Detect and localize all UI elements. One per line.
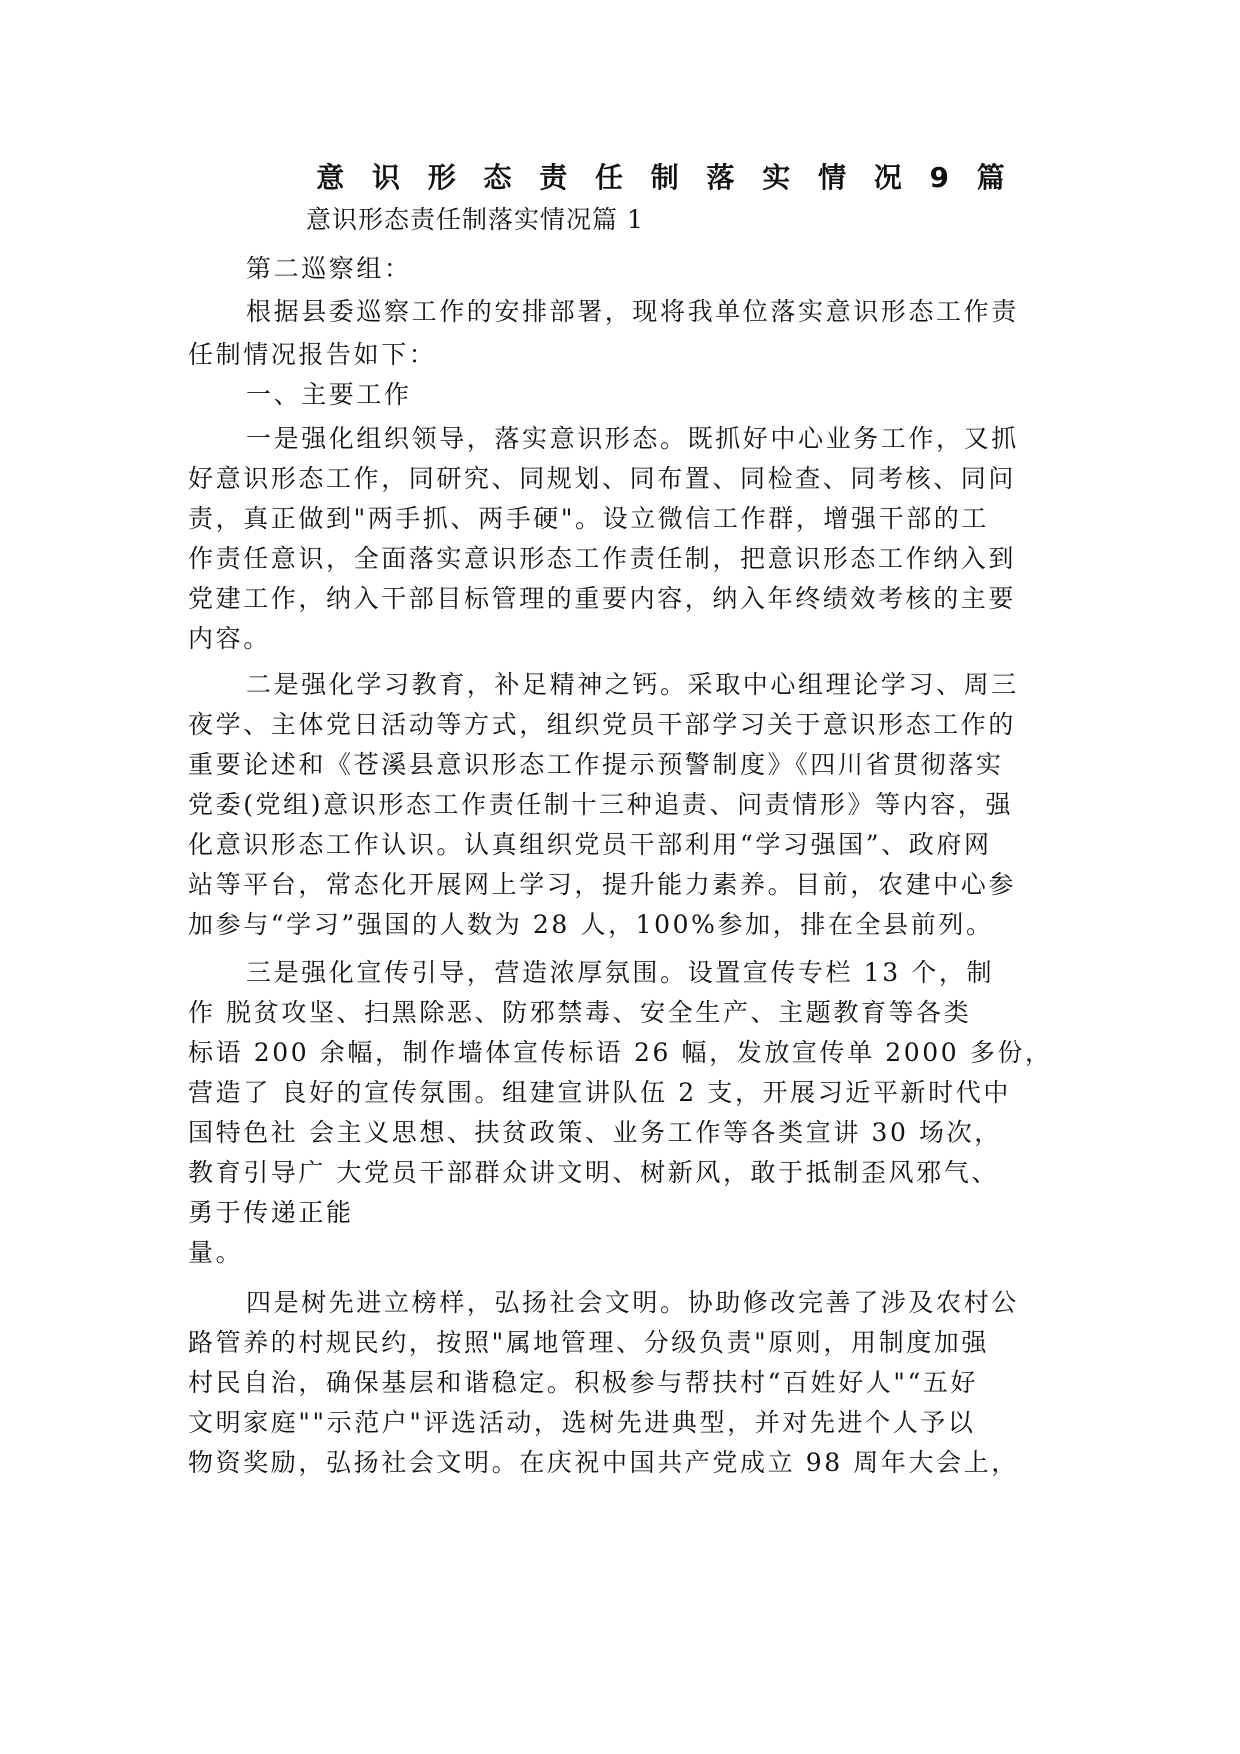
paragraph-line: 站等平台，常态化开展网上学习，提升能力素养。目前，农建中心参 [188, 870, 1017, 899]
paragraph-line: 内容。 [188, 624, 271, 653]
paragraph-line: 一是强化组织领导，落实意识形态。既抓好中心业务工作，又抓 [246, 424, 1019, 453]
paragraph-line: 三是强化宣传引导，营造浓厚氛围。设置宣传专栏 13 个，制 [246, 958, 995, 987]
paragraph-line: 党建工作，纳入干部目标管理的重要内容，纳入年终绩效考核的主要 [188, 584, 1017, 613]
paragraph-line: 好意识形态工作，同研究、同规划、同布置、同检查、同考核、同问 [188, 464, 1017, 493]
paragraph-line: 加参与“学习”强国的人数为 28 人，100%参加，排在全县前列。 [188, 910, 994, 939]
section-heading: 一、主要工作 [246, 380, 412, 409]
paragraph-line: 物资奖励，弘扬社会文明。在庆祝中国共产党成立 98 周年大会上， [188, 1448, 1019, 1477]
paragraph-line: 夜学、主体党日活动等方式，组织党员干部学习关于意识形态工作的 [188, 710, 1017, 739]
addressee-line: 第二巡察组： [246, 254, 412, 283]
paragraph-line: 四是树先进立榜样，弘扬社会文明。协助修改完善了涉及农村公 [246, 1288, 1019, 1317]
paragraph-line: 营造了 良好的宣传氛围。组建宣讲队伍 2 支，开展习近平新时代中 [188, 1078, 1011, 1107]
paragraph-line: 教育引导广 大党员干部群众讲文明、树新风，敢于抵制歪风邪气、 [188, 1158, 999, 1187]
paragraph-line: 重要论述和《苍溪县意识形态工作提示预警制度》《四川省贯彻落实 [188, 750, 1004, 779]
paragraph-line: 村民自治，确保基层和谐稳定。积极参与帮扶村“百姓好人"“五好 [188, 1368, 979, 1397]
paragraph-line: 任制情况报告如下： [188, 340, 437, 369]
document-title: 意 识 形 态 责 任 制 落 实 情 况 9 篇 [316, 161, 1014, 194]
document-subtitle: 意识形态责任制落实情况篇 1 [306, 205, 644, 234]
paragraph-line: 作 脱贫攻坚、扫黑除恶、防邪禁毒、安全生产、主题教育等各类 [188, 998, 972, 1027]
paragraph-line: 二是强化学习教育，补足精神之钙。采取中心组理论学习、周三 [246, 670, 1019, 699]
paragraph-line: 党委(党组)意识形态工作责任制十三种追责、问责情形》等内容，强 [188, 790, 1014, 819]
paragraph-line: 根据县委巡察工作的安排部署，现将我单位落实意识形态工作责 [246, 297, 1019, 326]
paragraph-line: 勇于传递正能 [188, 1198, 354, 1227]
paragraph-line: 国特色社 会主义思想、扶贫政策、业务工作等各类宣讲 30 场次， [188, 1118, 1002, 1147]
paragraph-line: 标语 200 余幅，制作墙体宣传标语 26 幅，发放宣传单 2000 多份， [188, 1038, 1053, 1067]
paragraph-line: 化意识形态工作认识。认真组织党员干部利用“学习强国”、政府网 [188, 830, 992, 859]
paragraph-line: 路管养的村规民约，按照"属地管理、分级负责"原则，用制度加强 [188, 1328, 990, 1357]
paragraph-line: 作责任意识，全面落实意识形态工作责任制，把意识形态工作纳入到 [188, 544, 1017, 573]
paragraph-line: 责，真正做到"两手抓、两手硬"。设立微信工作群，增强干部的工 [188, 504, 990, 533]
paragraph-line: 文明家庭""示范户"评选活动，选树先进典型，并对先进个人予以 [188, 1408, 976, 1437]
paragraph-line: 量。 [188, 1238, 244, 1267]
